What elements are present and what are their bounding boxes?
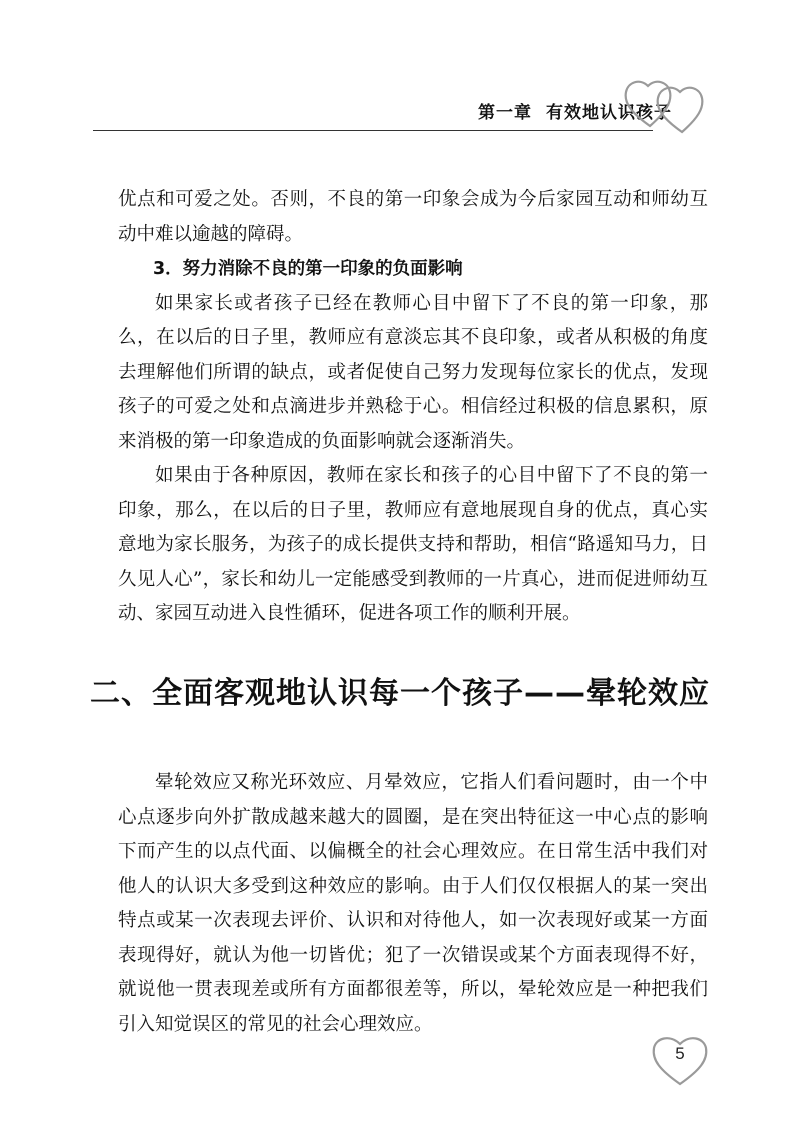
- paragraph: 如果由于各种原因，教师在家长和孩子的心目中留下了不良的第一印象，那么，在以后的日子里，教师应有意地展现自身的优点，真心实意地为家长服务，为孩子的成长提供支持和帮助，相信“路遥知马力，日久见人心”，家长和幼儿一定能感受到教师的一片真心，进而促进师幼互动、家园互动进入良性循环，促进各项工作的顺利开展。: [118, 465, 708, 624]
- page-number: 5: [675, 1044, 685, 1063]
- chapter-title: 有效地认识孩子: [546, 103, 672, 123]
- chapter-number: 第一章: [478, 103, 532, 123]
- paragraph-continued: 优点和可爱之处。否则，不良的第一印象会成为今后家园互动和师幼互动中难以逾越的障碍。: [118, 189, 708, 245]
- section-title: 二、全面客观地认识每一个孩子——晕轮效应: [90, 676, 710, 711]
- body-top: [118, 183, 708, 632]
- page-number-badge: [648, 1030, 712, 1088]
- hearts-ornament-icon: [620, 68, 720, 138]
- paragraph: 晕轮效应又称光环效应、月晕效应，它指人们看问题时，由一个中心点逐步向外扩散成越来越大的圆圈，是在突出特征这一中心点的影响下而产生的以点代面、以偏概全的社会心理效应。在日常生活中我们对他人的认识大多受到这种效应的影响。由于人们仅仅根据人的某一突出特点或某一次表现去评价、认识和对待他人，如一次表现好或某一方面表现得好，就认为他一切皆优；犯了一次错误或某个方面表现得不好，就说他一贯表现差或所有方面都很差等，所以，晕轮效应是一种把我们引入知觉误区的常见的社会心理效应。: [118, 772, 708, 1035]
- header-divider: [93, 130, 653, 131]
- body-bottom: [118, 766, 708, 1042]
- subheading: 3．努力消除不良的第一印象的负面影响: [153, 259, 463, 279]
- paragraph: 如果家长或者孩子已经在教师心目中留下了不良的第一印象，那么，在以后的日子里，教师应有意淡忘其不良印象，或者从积极的角度去理解他们所谓的缺点，或者促使自己努力发现每位家长的优点，发现孩子的可爱之处和点滴进步并熟稔于心。相信经过积极的信息累积，原来消极的第一印象造成的负面影响就会逐渐消失。: [118, 292, 708, 452]
